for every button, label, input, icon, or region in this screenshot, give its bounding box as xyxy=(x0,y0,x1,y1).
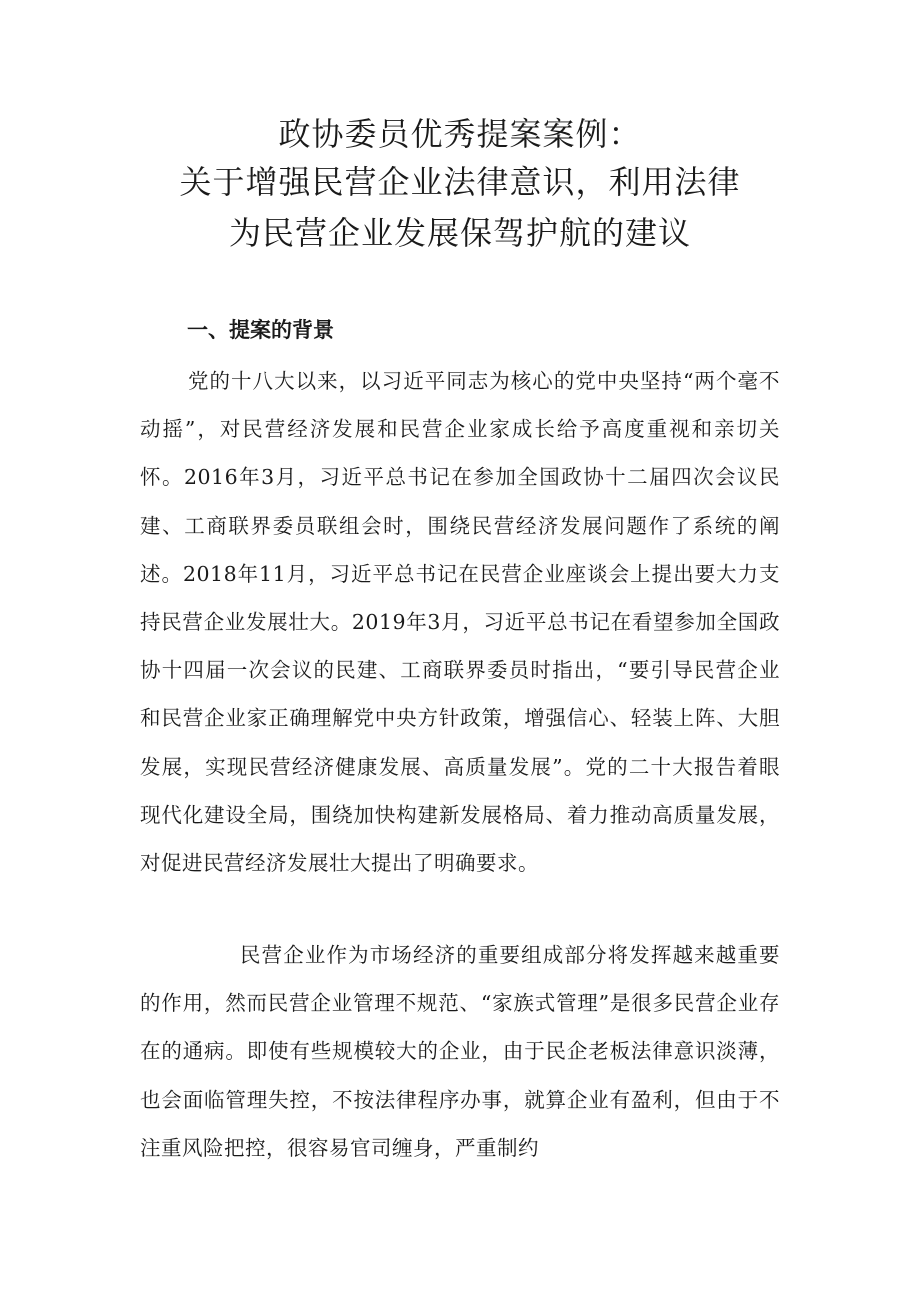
section-heading: 一、提案的背景 xyxy=(187,318,334,342)
document-title-line-1: 政协委员优秀提案案例： xyxy=(278,115,642,153)
document-title-line-3: 为民营企业发展保驾护航的建议 xyxy=(228,214,691,252)
body-paragraph-2: 民营企业作为市场经济的重要组成部分将发挥越来越重要的作用，然而民营企业管理不规范、“家族式管理”是很多民营企业存在的通病。即使有些规模较大的企业，由于民企老板法律意识淡薄，也会面临管理失控，不按法律程序办事，就算企业有盈利，但由于不注重风险把控，很容易官司缠身，严重制约 xyxy=(140,943,780,1160)
document-title-line-2: 关于增强民营企业法律意识，利用法律 xyxy=(179,163,741,201)
body-paragraph-1: 党的十八大以来，以习近平同志为核心的党中央坚持“两个毫不动摇”，对民营经济发展和民营企业家成长给予高度重视和亲切关怀。2016年3月，习近平总书记在参加全国政协十二届四次会议民建、工商联界委员联组会时，围绕民营经济发展问题作了系统的阐述。2018年11月，习近平总书记在民营企业座谈会上提出要大力支持民营企业发展壮大。2019年3月，习近平总书记在看望参加全国政协十四届一次会议的民建、工商联界委员时指出，“要引导民营企业和民营企业家正确理解党中央方针政策，增强信心、轻装上阵、大胆发展，实现民营经济健康发展、高质量发展”。党的二十大报告着眼现代化建设全局，围绕加快构建新发展格局、着力推动高质量发展，对促进民营经济发展壮大提出了明确要求。 xyxy=(140,369,780,876)
